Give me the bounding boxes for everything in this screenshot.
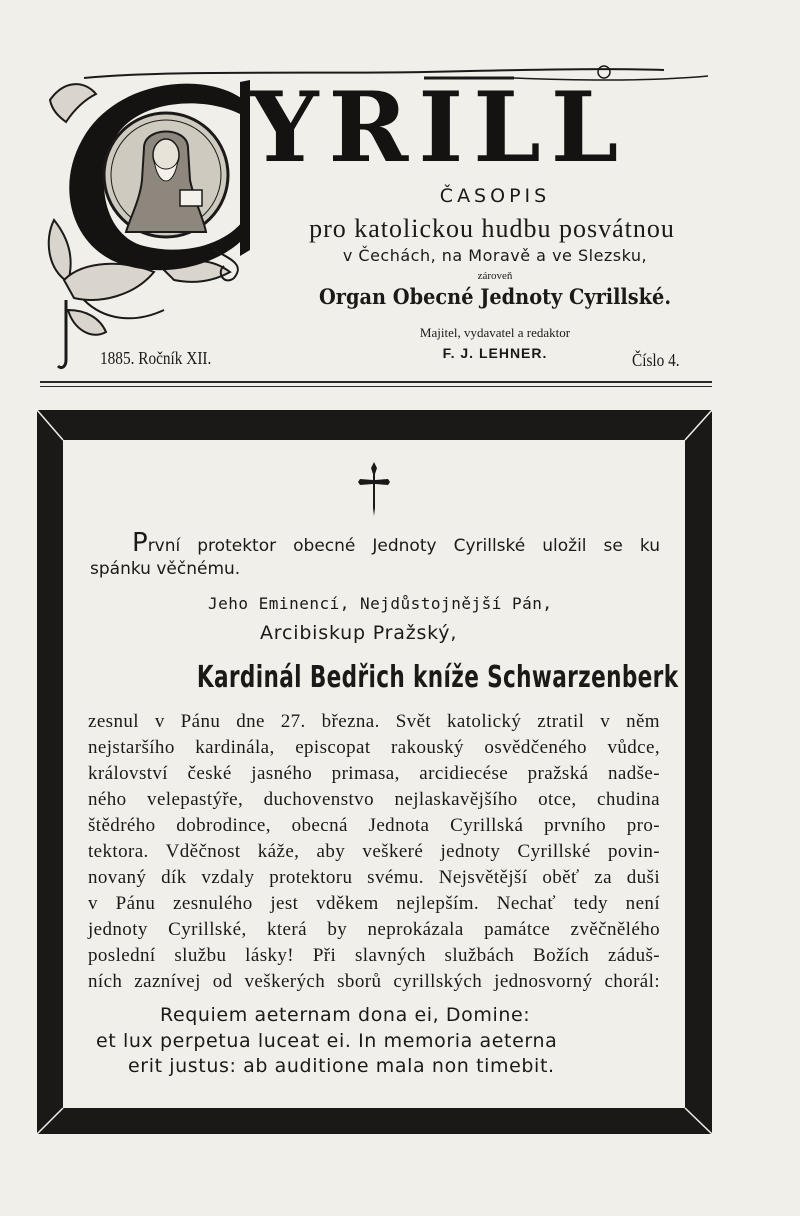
publisher-name: F. J. LEHNER. <box>442 345 548 361</box>
paragraph-line: tektora. Vděčnost káže, aby veškeré jednoty Cyrillské povin- <box>88 841 660 862</box>
drop-letter: P <box>132 528 148 558</box>
paragraph-line: poslední službu lásky! Při slavných službách Božích záduš- <box>88 945 660 966</box>
paragraph-line: zesnul v Pánu dne 27. března. Svět katolický ztratil v něm <box>88 711 660 732</box>
masthead-rule <box>40 381 712 383</box>
paragraph-line: novaný dík vzdaly protektoru svému. Nejsvětější oběť za duši <box>88 867 660 888</box>
paragraph-line: ních zaznívej od veškerých sborů cyrillských jednosvorný chorál: <box>88 971 660 992</box>
publisher-role: Majitel, vydavatel a redaktor <box>419 325 571 340</box>
year-volume: 1885. Ročník XII. <box>100 348 212 368</box>
masthead-rule-thin <box>40 386 712 387</box>
latin-chant-line: Requiem aeternam dona ei, Domine: <box>160 1004 531 1026</box>
cross-icon <box>358 462 390 516</box>
notice-intro-line2: spánku věčnému. <box>90 559 241 579</box>
masthead-subtitle: pro katolickou hudbu posvátnou <box>309 214 675 243</box>
paragraph-line: v Pánu zesnulého jest vděkem nejlepším. Nechať tedy není <box>88 893 660 914</box>
latin-chant-line: erit justus: ab auditione mala non timebit. <box>128 1055 555 1077</box>
latin-chant-line: et lux perpetua luceat ei. In memoria aeterna <box>96 1030 558 1052</box>
cardinal-name: Kardinál Bedřich kníže Schwarzenberk <box>196 660 679 695</box>
paragraph-line: království české jasného primasa, arcidiecése pražská nadše- <box>88 763 660 784</box>
issue-number: Číslo 4. <box>632 350 680 370</box>
masthead-casopis: ČASOPIS <box>439 185 551 207</box>
honorific: Jeho Eminencí, Nejdůstojnější Pán, <box>208 594 553 613</box>
notice-intro-line1 <box>132 528 660 558</box>
paragraph-line: štědrého dobrodince, obecná Jednota Cyrillská prvního pro- <box>88 815 660 836</box>
paragraph-line: ného velepastýře, duchovenstvo nejlaskavějšího otce, chudina <box>88 789 660 810</box>
masthead-organ: Organ Obecné Jednoty Cyrillské. <box>318 284 672 309</box>
masthead-title: YRILL <box>250 71 629 184</box>
masthead-region: v Čechách, na Moravě a ve Slezsku, <box>342 246 648 265</box>
archbishop-title: Arcibiskup Pražský, <box>260 622 458 644</box>
paragraph-line: jednoty Cyrillské, která by neprokázala památce zvěčnělého <box>88 919 660 940</box>
masthead-zaroven: zároveň <box>477 270 513 282</box>
intro-line1-text: rvní protektor obecné Jednoty Cyrillské uložil se ku <box>147 536 660 556</box>
paragraph-line: nejstaršího kardinála, episcopat rakouský osvědčeného vůdce, <box>88 737 660 758</box>
